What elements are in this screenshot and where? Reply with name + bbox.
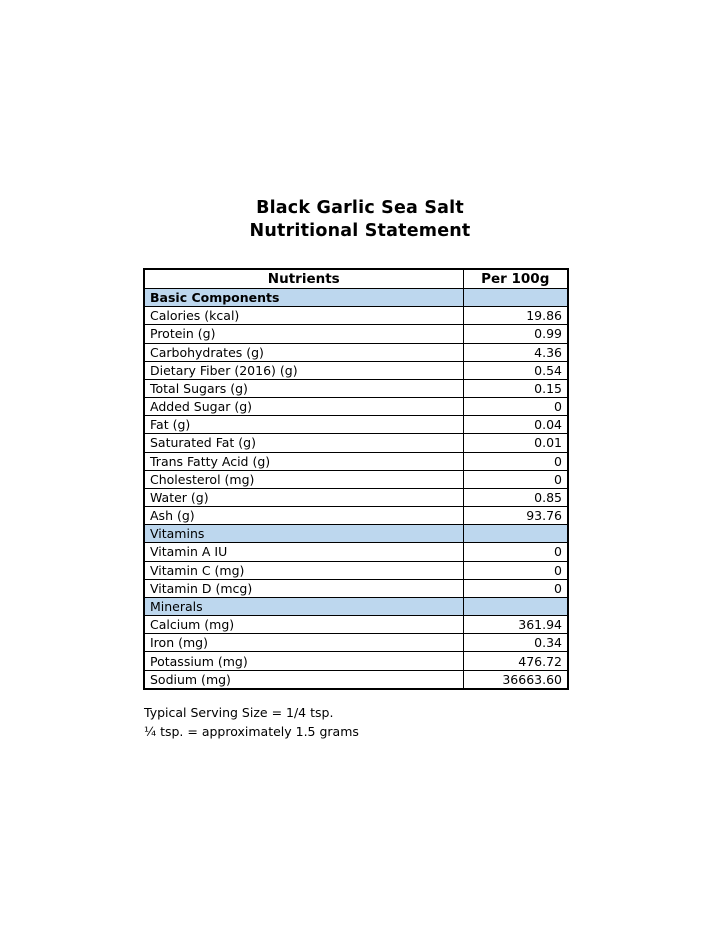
- nutrient-value: 93.76: [463, 507, 568, 525]
- nutrient-value: 0.01: [463, 434, 568, 452]
- nutrient-row: [144, 579, 568, 597]
- nutrient-value: 0.85: [463, 488, 568, 506]
- table-header-row: [144, 269, 568, 289]
- footnote-line2: ¼ tsp. = approximately 1.5 grams: [144, 723, 359, 739]
- nutrient-row: [144, 416, 568, 434]
- footnote: [144, 704, 359, 741]
- nutrient-label: Trans Fatty Acid (g): [144, 452, 463, 470]
- nutrient-value: 0.34: [463, 634, 568, 652]
- nutrient-value: 0: [463, 452, 568, 470]
- nutrient-label: Iron (mg): [144, 634, 463, 652]
- nutrient-value: 0: [463, 398, 568, 416]
- nutrient-row: [144, 379, 568, 397]
- doc-title-line1: Black Garlic Sea Salt: [256, 198, 464, 218]
- nutrient-label: Carbohydrates (g): [144, 343, 463, 361]
- nutrient-label: Calories (kcal): [144, 307, 463, 325]
- nutrient-value: 0.04: [463, 416, 568, 434]
- nutrient-value: 4.36: [463, 343, 568, 361]
- nutrient-value: 0.15: [463, 379, 568, 397]
- section-value-spacer: [463, 597, 568, 615]
- nutrient-row: [144, 452, 568, 470]
- nutrient-label: Ash (g): [144, 507, 463, 525]
- nutrient-label: Vitamin C (mg): [144, 561, 463, 579]
- nutrient-row: [144, 616, 568, 634]
- nutrient-row: [144, 470, 568, 488]
- doc-title-line2: Nutritional Statement: [249, 221, 471, 241]
- nutrient-label: Sodium (mg): [144, 670, 463, 689]
- section-row-basic-components: [144, 289, 568, 307]
- section-row-vitamins: [144, 525, 568, 543]
- nutrient-row: [144, 652, 568, 670]
- nutrient-row: [144, 561, 568, 579]
- nutrient-row: [144, 398, 568, 416]
- nutrient-label: Calcium (mg): [144, 616, 463, 634]
- column-header-per-100g: Per 100g: [463, 269, 568, 289]
- section-label: Minerals: [144, 597, 463, 615]
- nutrient-row: [144, 361, 568, 379]
- nutrient-label: Added Sugar (g): [144, 398, 463, 416]
- nutrient-row: [144, 325, 568, 343]
- nutrient-row: [144, 488, 568, 506]
- nutrient-label: Fat (g): [144, 416, 463, 434]
- footnote-line1: Typical Serving Size = 1/4 tsp.: [144, 705, 334, 720]
- nutrient-label: Vitamin D (mcg): [144, 579, 463, 597]
- section-row-minerals: [144, 597, 568, 615]
- nutrient-value: 476.72: [463, 652, 568, 670]
- nutrient-value: 0: [463, 470, 568, 488]
- nutrient-value: 36663.60: [463, 670, 568, 689]
- nutrient-row: [144, 634, 568, 652]
- nutrient-value: 0: [463, 579, 568, 597]
- nutrient-row: [144, 543, 568, 561]
- nutrient-row: [144, 307, 568, 325]
- column-header-nutrients: Nutrients: [144, 269, 463, 289]
- nutrient-value: 0.99: [463, 325, 568, 343]
- nutrient-value: 0.54: [463, 361, 568, 379]
- nutrient-value: 0: [463, 543, 568, 561]
- nutrient-value: 19.86: [463, 307, 568, 325]
- nutrient-label: Cholesterol (mg): [144, 470, 463, 488]
- section-label: Vitamins: [144, 525, 463, 543]
- nutrient-label: Water (g): [144, 488, 463, 506]
- nutrient-label: Protein (g): [144, 325, 463, 343]
- section-value-spacer: [463, 525, 568, 543]
- nutrient-value: 0: [463, 561, 568, 579]
- doc-title: [0, 197, 720, 243]
- nutrient-label: Dietary Fiber (2016) (g): [144, 361, 463, 379]
- nutrient-value: 361.94: [463, 616, 568, 634]
- nutrient-row: [144, 434, 568, 452]
- nutrient-row: [144, 670, 568, 689]
- nutrient-label: Vitamin A IU: [144, 543, 463, 561]
- section-value-spacer: [463, 289, 568, 307]
- nutrition-table: [143, 268, 569, 690]
- nutrient-label: Total Sugars (g): [144, 379, 463, 397]
- nutrient-row: [144, 507, 568, 525]
- nutrient-label: Saturated Fat (g): [144, 434, 463, 452]
- nutrient-label: Potassium (mg): [144, 652, 463, 670]
- section-label: Basic Components: [144, 289, 463, 307]
- nutrition-table-body: [144, 289, 568, 690]
- nutrient-row: [144, 343, 568, 361]
